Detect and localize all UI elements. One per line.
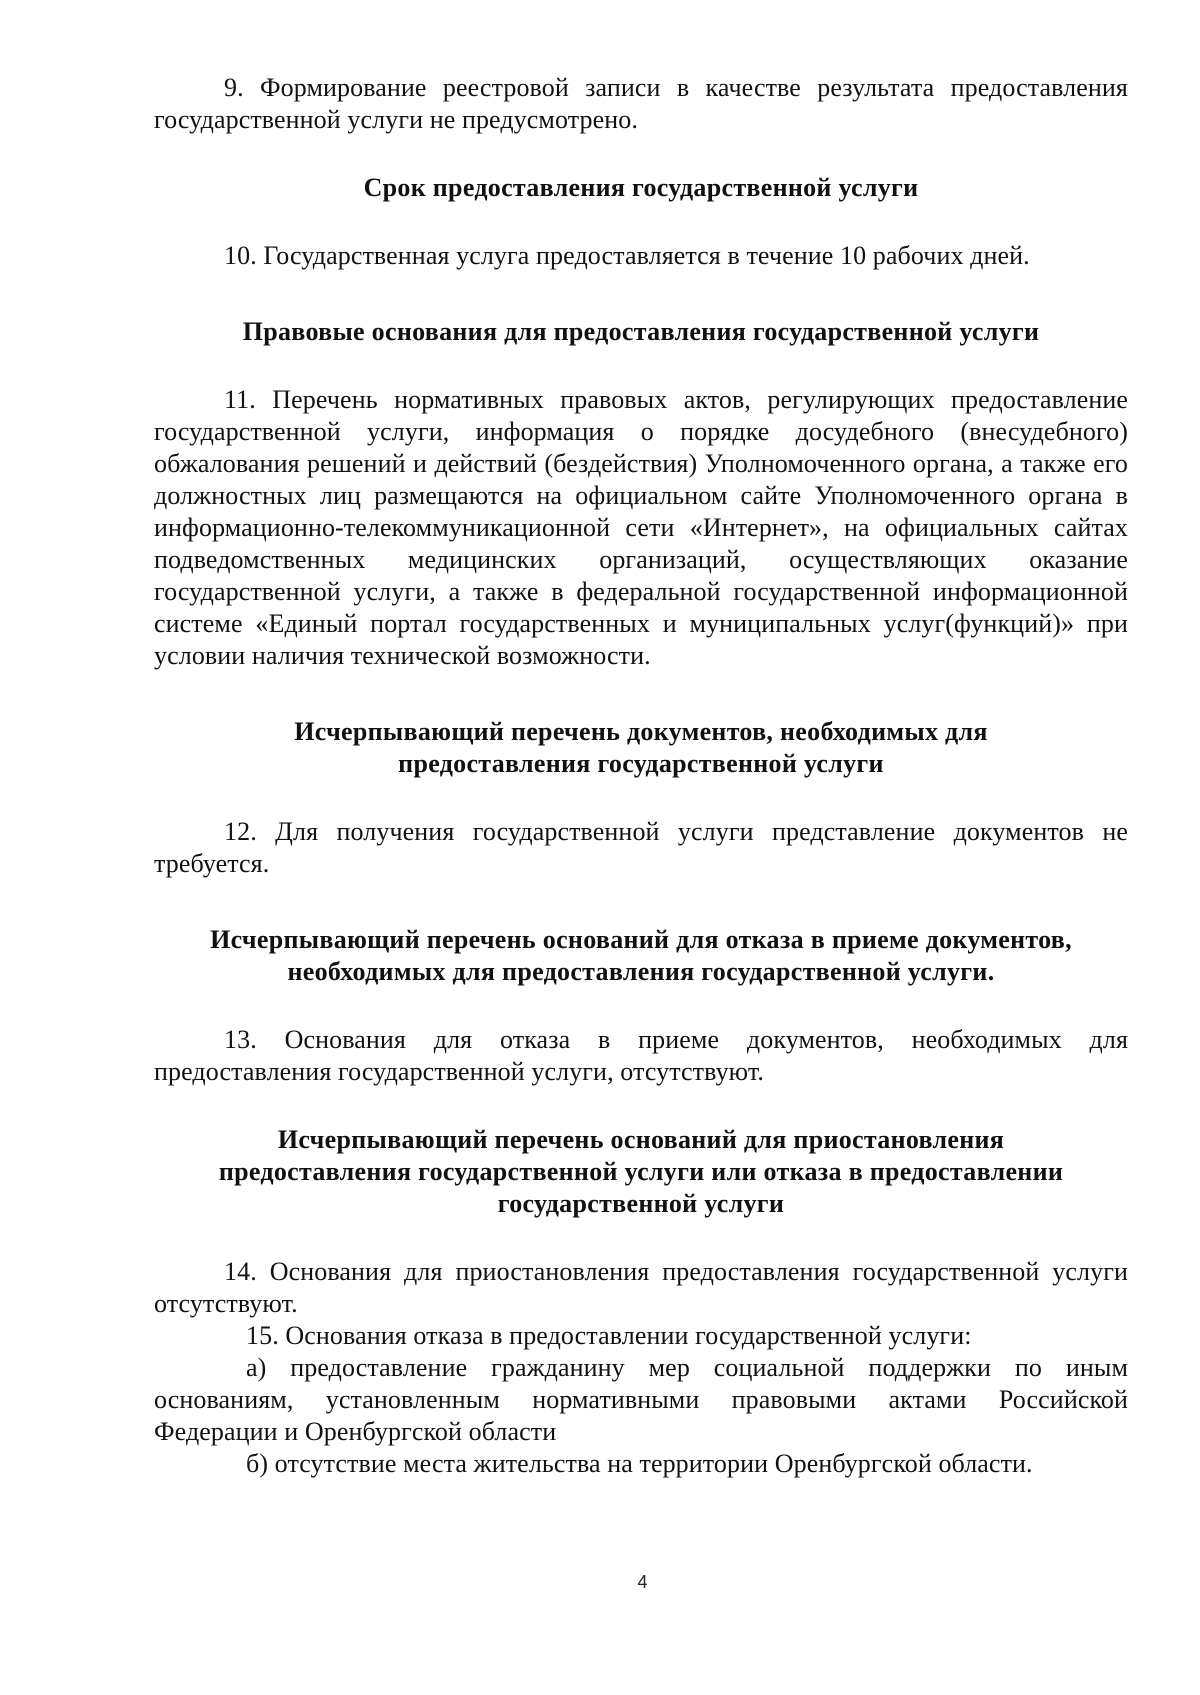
paragraph-11: 11. Перечень нормативных правовых актов, регулирующих предоставление государственной услуги, информация о порядке досудебного (внесудебного) обжалования решений и действий (бездействия) Уполномоченного органа, а также его должностных лиц размещаются на официальном сайте Уполномоченного органа в информационно-телекоммуникационной сети «Интернет», на официальных сайтах подведомственных медицинских организаций, осуществляющих оказание государственной услуги, а также в федеральной государственной информационной системе «Единый портал государственных и муниципальных услуг(функций)» при условии наличия технической возможности. xyxy=(154,385,1128,670)
paragraph-15: 15. Основания отказа в предоставлении государственной услуги: xyxy=(246,1321,972,1350)
heading-suspension-line-3: государственной услуги xyxy=(497,1189,785,1218)
page-number: 4 xyxy=(637,1572,648,1592)
heading-documents-line-1: Исчерпывающий перечень документов, необходимых для xyxy=(294,717,988,746)
heading-refusal-line-1: Исчерпывающий перечень оснований для отказа в приеме документов, xyxy=(210,925,1072,954)
paragraph-13: 13. Основания для отказа в приеме документов, необходимых для предоставления государственной услуги, отсутствуют. xyxy=(154,1025,1128,1086)
heading-suspension-grounds xyxy=(154,1124,1128,1220)
heading-documents-line-2: предоставления государственной услуги xyxy=(398,749,884,778)
heading-service-term: Срок предоставления государственной услуги xyxy=(363,173,919,202)
paragraph-14: 14. Основания для приостановления предоставления государственной услуги отсутствуют. xyxy=(154,1257,1128,1318)
heading-suspension-line-1: Исчерпывающий перечень оснований для приостановления xyxy=(277,1125,1005,1154)
paragraph-9: 9. Формирование реестровой записи в качестве результата предоставления государственной услуги не предусмотрено. xyxy=(154,73,1128,134)
paragraph-12: 12. Для получения государственной услуги представление документов не требуется. xyxy=(154,817,1128,878)
heading-refusal-documents xyxy=(154,924,1128,988)
heading-suspension-line-2: предоставления государственной услуги или отказа в предоставлении xyxy=(218,1157,1064,1186)
heading-legal-basis: Правовые основания для предоставления государственной услуги xyxy=(242,317,1040,346)
document-body xyxy=(154,72,1128,1480)
heading-documents-list xyxy=(154,716,1128,780)
paragraph-15a: а) предоставление гражданину мер социальной поддержки по иным основаниям, установленным нормативными правовыми актами Российской Федерации и Оренбургской области xyxy=(154,1353,1128,1446)
paragraph-10: 10. Государственная услуга предоставляется в течение 10 рабочих дней. xyxy=(224,241,1030,270)
heading-refusal-line-2: необходимых для предоставления государственной услуги. xyxy=(287,957,995,986)
paragraph-15b: б) отсутствие места жительства на территории Оренбургской области. xyxy=(246,1449,1033,1478)
